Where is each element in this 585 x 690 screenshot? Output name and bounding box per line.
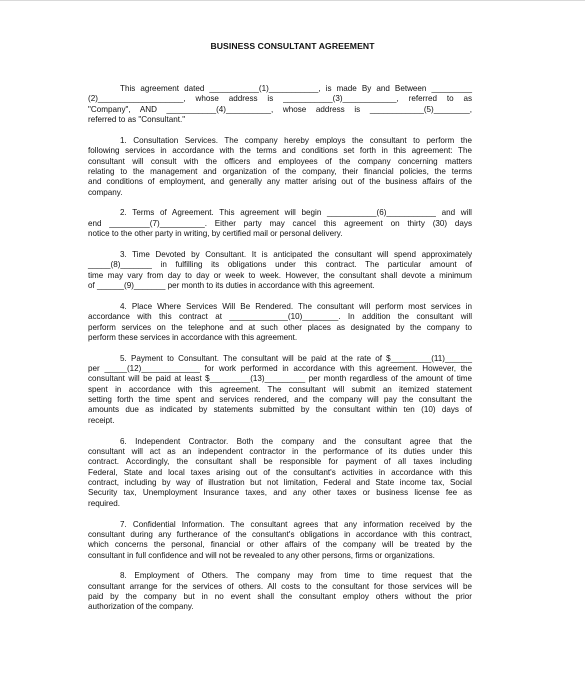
text-line: consultant will consult with the officers and employees of the company concerning matters [88, 156, 472, 166]
text-line: receipt. [88, 415, 115, 425]
text-line: contract. Accordingly, the consultant shall be responsible for payment of all taxes including [88, 457, 472, 467]
text-line: 6. Independent Contractor. Both the company and the consultant agree that the [120, 436, 472, 446]
text-line: time may vary from day to day or week to week. However, the consultant shall devote a minimum [88, 270, 472, 280]
text-line: referred to as "Consultant." [88, 115, 186, 125]
text-line: (2)___________________, whose address is ___________(3)____________, referred to as [88, 94, 472, 104]
text-line: 8. Employment of Others. The company may from time to time request that the [120, 571, 472, 581]
paragraph-independent-contractor [88, 437, 472, 509]
paragraph-terms-of-agreement [88, 208, 472, 239]
text-line: consultant in full confidence and will not be revealed to any other persons, firms or organizations. [88, 550, 435, 560]
text-line: spent in accordance with this agreement. The consultant will submit an itemized statement [88, 384, 472, 394]
text-line: Security tax, Unemployment Insurance taxes, and any other taxes or business license fee as [88, 488, 472, 498]
text-line: of ______(9)_______ per month to its duties in accordance with this agreement. [88, 281, 375, 290]
text-line: per _____(12)_____________ for work performed in accordance with this agreement. However, the [88, 364, 472, 374]
text-line: 7. Confidential Information. The consultant agrees that any information received by the [120, 519, 472, 529]
text-line: setting forth the time spent and services rendered, and the company will pay the consultant the [88, 395, 472, 405]
text-line: relating to the management and organization of the company, their financial policies, the terms [88, 166, 472, 176]
paragraph-payment [88, 354, 472, 426]
text-line: end _________(7)__________. Either party may cancel this agreement on thirty (30) days [88, 218, 472, 228]
text-line: 1. Consultation Services. The company hereby employs the consultant to perform the [120, 135, 472, 145]
document-title: BUSINESS CONSULTANT AGREEMENT [210, 41, 375, 51]
text-line: following services in accordance with the terms and conditions set forth in this agreement: The [88, 146, 472, 156]
paragraph-intro [88, 84, 472, 125]
text-line: 3. Time Devoted by Consultant. It is anticipated the consultant will spend approximately [120, 249, 472, 259]
document-body [88, 84, 472, 613]
text-line: paid by the company but in no event shall the consultant employ others without the prior [88, 592, 472, 602]
text-line: required. [88, 498, 120, 508]
paragraph-place-of-services [88, 302, 472, 343]
text-line: perform services on the telephone and at such other places as designated by the company to [88, 322, 472, 332]
text-line: accordance with this contract at _____________(10)________. In addition the consultant will [88, 312, 472, 322]
text-line: 2. Terms of Agreement. This agreement will begin ___________(6)___________ and will [120, 208, 472, 218]
text-line: company. [88, 187, 123, 197]
text-line: contract, including by way of illustration but not limitation, Federal and State income tax, Social [88, 478, 472, 487]
text-line: consultant during any furtherance of the consultant's obligations in accordance with this contract, [88, 529, 472, 539]
paragraph-consultation-services [88, 136, 472, 198]
text-line: _____(8)_______ in fulfilling its obligations under this contract. The particular amount of [88, 260, 472, 270]
text-line: 4. Place Where Services Will Be Rendered. The consultant will perform most services in [120, 301, 472, 311]
text-line: Federal, State and local taxes arising out of the consultant's activities in accordance with this [88, 467, 472, 477]
text-line: which concerns the personal, financial or other affairs of the company will be treated by the [88, 540, 472, 550]
text-line: authorization of the company. [88, 602, 194, 612]
text-line: "Company", AND ___________(4)__________, whose address is ____________(5)________, [88, 104, 472, 114]
text-line: consultant will be paid at least $_________(13)_________ per month regardless of the amount of time [88, 374, 472, 384]
paragraph-employment-of-others [88, 571, 472, 612]
paragraph-time-devoted [88, 250, 472, 291]
text-line: and conditions of employment, and generally any matter arising out of the business affairs of the [88, 177, 472, 187]
text-line: 5. Payment to Consultant. The consultant will be paid at the rate of $_________(11)______ [120, 353, 472, 363]
text-line: consultant will act as an independent contractor in the performance of its duties under this [88, 446, 472, 456]
text-line: consultant arrange for the services of others. All costs to the consultant for those services will be [88, 581, 472, 591]
text-line: amounts due as indicated by statements submitted by the consultant within ten (10) days of [88, 405, 472, 415]
text-line: This agreement dated ___________(1)___________, is made By and Between _________ [120, 84, 472, 93]
text-line: perform these services in accordance with this agreement. [88, 332, 298, 342]
text-line: notice to the other party in writing, by certified mail or personal delivery. [88, 229, 343, 239]
paragraph-confidential-information [88, 520, 472, 561]
